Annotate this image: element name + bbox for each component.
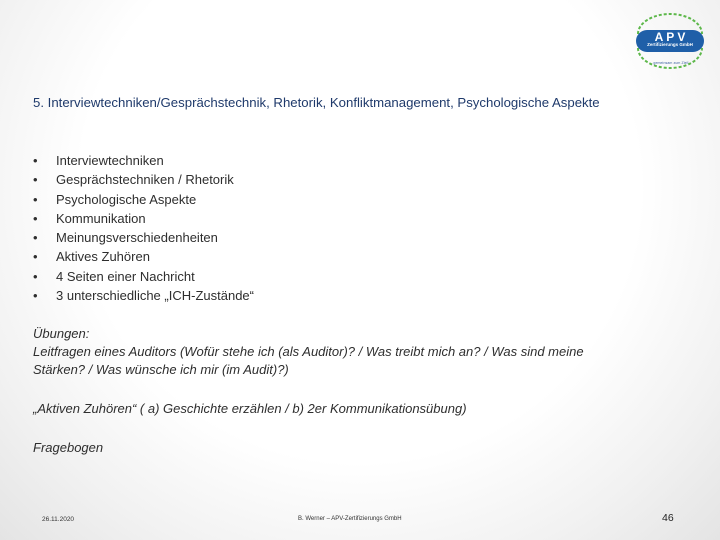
logo-tagline: gemeinsam zum Ziel! [653, 61, 689, 65]
slide-title: 5. Interviewtechniken/Gesprächstechnik, Rhetorik, Konfliktmanagement, Psychologische Aspekte [33, 95, 600, 110]
exercises-heading: Übungen: [33, 326, 90, 341]
logo-text: A P V [654, 30, 686, 44]
bullet-icon: • [33, 153, 38, 168]
active-listening-text: „Aktiven Zuhören“ ( a) Geschichte erzählen / b) 2er Kommunikationsübung) [33, 401, 467, 416]
slide: A P V Zertifizierungs GmbH gemeinsam zum Ziel! 5. Interviewtechniken/Gesprächstechnik, Rhetorik, Konfliktmanagement, Psychologische Aspekte • Interviewtechniken • Gesprächstechniken / Rhetorik • Psychologische Aspekte • Kommunikation • Meinungsverschiedenheiten • Aktives Zuhören • 4 Seiten einer Nachricht • 3 unterschiedliche „ICH-Zustände“ Übungen: Leitfragen eines Auditors (Wofür stehe ich (als Auditor)? / Was treibt mich an? / Was sind meine Stärken? / Was wünsche ich mir (im Audit)?) „Aktiven Zuhören“ ( a) Geschichte erzählen / b) 2er Kommunikationsübung) Fragebogen 26.11.2020 B. Werner – APV-Zertifizierungs GmbH 46 [0, 0, 720, 540]
bullet-icon: • [33, 288, 38, 304]
questionnaire-text: Fragebogen [33, 440, 104, 455]
footer-author: B. Werner – APV-Zertifizierungs GmbH [298, 516, 402, 522]
exercises-text: Leitfragen eines Auditors (Wofür stehe ich (als Auditor)? / Was treibt mich an? / Was sind meine Stärken? / Was wünsche ich mir (im Audit)?) [33, 344, 584, 377]
bullet-icon: • [33, 249, 38, 265]
page-number: 46 [662, 512, 674, 524]
bullet-icon: • [33, 268, 38, 284]
bullet-icon: • [33, 210, 38, 226]
bullet-icon: • [33, 191, 38, 207]
bullet-icon: • [33, 172, 38, 188]
bullet-icon: • [33, 230, 38, 246]
footer-date: 26.11.2020 [42, 516, 75, 523]
logo-subtext: Zertifizierungs GmbH [647, 42, 693, 47]
